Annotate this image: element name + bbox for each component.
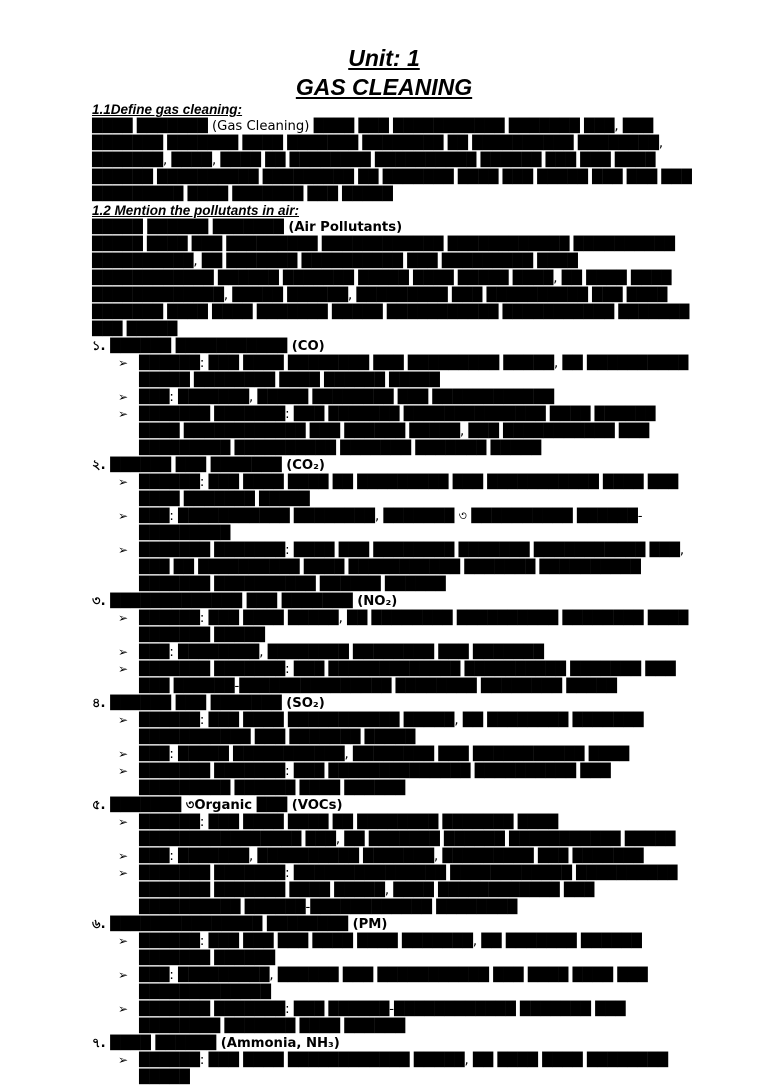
list-item [118,389,694,406]
pollutant-section [92,695,694,797]
pollutant-bullets [92,610,694,695]
pollutant-heading: ৬. ███████████████ ████████ (PM) [92,917,388,932]
section-1-paragraph [92,118,694,203]
bullet-text: ███: █████ ███████████, ████████ ███ ███████████ ████ [139,747,630,762]
arrow-bullet-icon: ➢ [118,1002,129,1016]
list-item [118,1001,694,1035]
title-block [0,0,768,102]
arrow-bullet-icon: ➢ [118,611,129,625]
pollutant-heading: ৫. ███████ ৩Organic ███ (VOCs) [92,798,343,813]
section-2-subheading: █████ ██████ ███████ (Air Pollutants) [92,220,403,235]
pollutant-section [92,797,694,916]
pollutant-bullets [92,1052,694,1086]
arrow-bullet-icon: ➢ [118,475,129,489]
pollutant-bullets [92,933,694,1035]
bullet-text: ███: █████████, ██████ ███ ███████████ ███ ████ ████ ███ █████████████ [139,968,648,1000]
pollutant-bullets [92,712,694,797]
list-item [118,644,694,661]
bullet-text: ███████ ███████: ████ ███ ████████ ███████ ███████████ ███, ███ ██ ██████████ ████ ███████████ ███████ ██████████ ███████ ██████████ ██████ ██████ [139,543,685,592]
arrow-bullet-icon: ➢ [118,662,129,676]
list-item [118,406,694,457]
bullet-text: ███: ███████, ██████████ ███████, █████████ ███ ███████ [139,849,644,864]
list-item [118,967,694,1001]
section-1-heading: 1.1Define gas cleaning: [92,102,243,117]
arrow-bullet-icon: ➢ [118,764,129,778]
arrow-bullet-icon: ➢ [118,968,129,982]
arrow-bullet-icon: ➢ [118,356,129,370]
bullet-text: ███: ███████, █████ ████████ ███ ████████████ [139,390,554,405]
pollutant-list [92,338,694,1086]
section-1-text-c: ████ ███ ███████████ ███████ ███, ███ ███████ ███████ ████ ███████ ████████ ██ ██████████ ████████, ███████, ████, ████ ██ ████████ ██████████ ██████ ███ ███ ████ ██████ ██████████ █████████ ██ ███████ ████ ███ █████ ███ ███ ███ █████████ ████ ███████ ███ █████ [92,119,692,202]
bullet-text: ██████: ███ ████ ████ ██ ████████ ███████ ████ ████████████████ ███, ██ ███████ ██████ ███████████ █████ [139,815,676,847]
pollutant-bullets [92,474,694,593]
arrow-bullet-icon: ➢ [118,849,129,863]
list-item [118,1052,694,1086]
list-item [118,661,694,695]
list-item [118,542,694,593]
arrow-bullet-icon: ➢ [118,407,129,421]
pollutant-section [92,1035,694,1086]
bullet-text: ███: ███████████ ████████, ███████ ৩ ██████████ ██████-█████████ [139,509,643,541]
arrow-bullet-icon: ➢ [118,509,129,523]
document-content [0,102,768,1086]
bullet-text: ██████: ███ ████ ████████ ███ █████████ █████, ██ ██████████ █████ ████████ ████ ██████ █████ [139,356,689,388]
bullet-text: ███: ████████, ████████ ████████ ███ ███████ [139,645,544,660]
bullet-text: ██████: ███ ████ ████ ██ █████████ ███ ███████████ ████ ███ ████ ███████ █████ [139,475,679,507]
unit-title: Unit: 1 [348,45,420,71]
pollutant-heading: ৭. ████ ██████ (Ammonia, NH₃) [92,1036,340,1051]
section-1-text-b: (Gas Cleaning) [211,119,310,134]
pollutant-section [92,457,694,593]
pollutant-heading: ৪. ██████ ███ ███████ (SO₂) [92,696,325,711]
arrow-bullet-icon: ➢ [118,645,129,659]
arrow-bullet-icon: ➢ [118,934,129,948]
list-item [118,474,694,508]
bullet-text: ██████: ███ ████ ███████████ █████, ██ ████████ ███████ ███████████ ███ ███████ █████ [139,713,644,745]
arrow-bullet-icon: ➢ [118,390,129,404]
list-item [118,355,694,389]
pollutant-heading: ১. ██████ ███████████ (CO) [92,339,325,354]
bullet-text: ███████ ███████: ███████████████ ████████████ ██████████ ███████ ███████ ████ █████, ████ ████████████ ███ ██████████ ██████-████████████ ████████ [139,866,678,915]
arrow-bullet-icon: ➢ [118,866,129,880]
pollutant-bullets [92,814,694,916]
bullet-text: ███████ ███████: ███ █████████████ ██████████ ███████ ███ ███ ██████-███████████████ ████████ ████████ █████ [139,662,676,694]
bullet-text: ███████ ███████: ███ ██████-████████████ ███████ ███ ████████ ███████ ████ ██████ [139,1002,626,1034]
list-item [118,610,694,644]
list-item [118,848,694,865]
list-item [118,712,694,746]
list-item [118,933,694,967]
list-item [118,746,694,763]
section-1-text-a: ████ ███████ [92,119,212,134]
pollutant-heading: ৩. █████████████ ███ ███████ (NO₂) [92,594,398,609]
arrow-bullet-icon: ➢ [118,543,129,557]
pollutant-section [92,338,694,457]
bullet-text: ██████: ███ ███ ███ ████ ████ ███████, ██ ███████ ██████ ███████ ██████ [139,934,642,966]
arrow-bullet-icon: ➢ [118,713,129,727]
pollutant-heading: ২. ██████ ███ ███████ (CO₂) [92,458,325,473]
bullet-text: ███████ ███████: ███ ██████████████ ██████████ ███ █████████ ██████ ████ ██████ [139,764,611,796]
list-item [118,763,694,797]
list-item [118,865,694,916]
arrow-bullet-icon: ➢ [118,815,129,829]
bullet-text: ██████: ███ ████ █████, ██ ████████ ██████████ ████████ ████ ███████ █████ [139,611,689,643]
bullet-text: ██████: ███ ████ ████████████ █████, ██ ████ ████ ████████ █████ [139,1053,668,1085]
main-title: GAS CLEANING [295,74,473,100]
pollutant-section [92,916,694,1035]
list-item [118,814,694,848]
arrow-bullet-icon: ➢ [118,1053,129,1067]
pollutant-section [92,593,694,695]
arrow-bullet-icon: ➢ [118,747,129,761]
bullet-text: ███████ ███████: ███ ███████ ██████████████ ████ ██████ ████ ████████████ ███ ██████ █████, ███ ███████████ ███ █████████ ██████████ ███████ ███████ █████ [139,407,656,456]
section-2-heading: 1.2 Mention the pollutants in air: [92,203,300,218]
list-item [118,508,694,542]
section-2-paragraph: █████ ████ ███ █████████ ████████████ ████████████ ██████████ ██████████, ██ ███████ ██████████ ███ █████████ ████ ████████████ ██████ ███████ █████ ████ █████ ████, ██ ████ ████ █████████████, █████ ██████, █████████ ███ ██████████ ███ ████ ███████ ████ ████ ███████ █████ ███████████ ███████████ ███████ ███ █████ [92,237,690,337]
pollutant-bullets [92,355,694,457]
